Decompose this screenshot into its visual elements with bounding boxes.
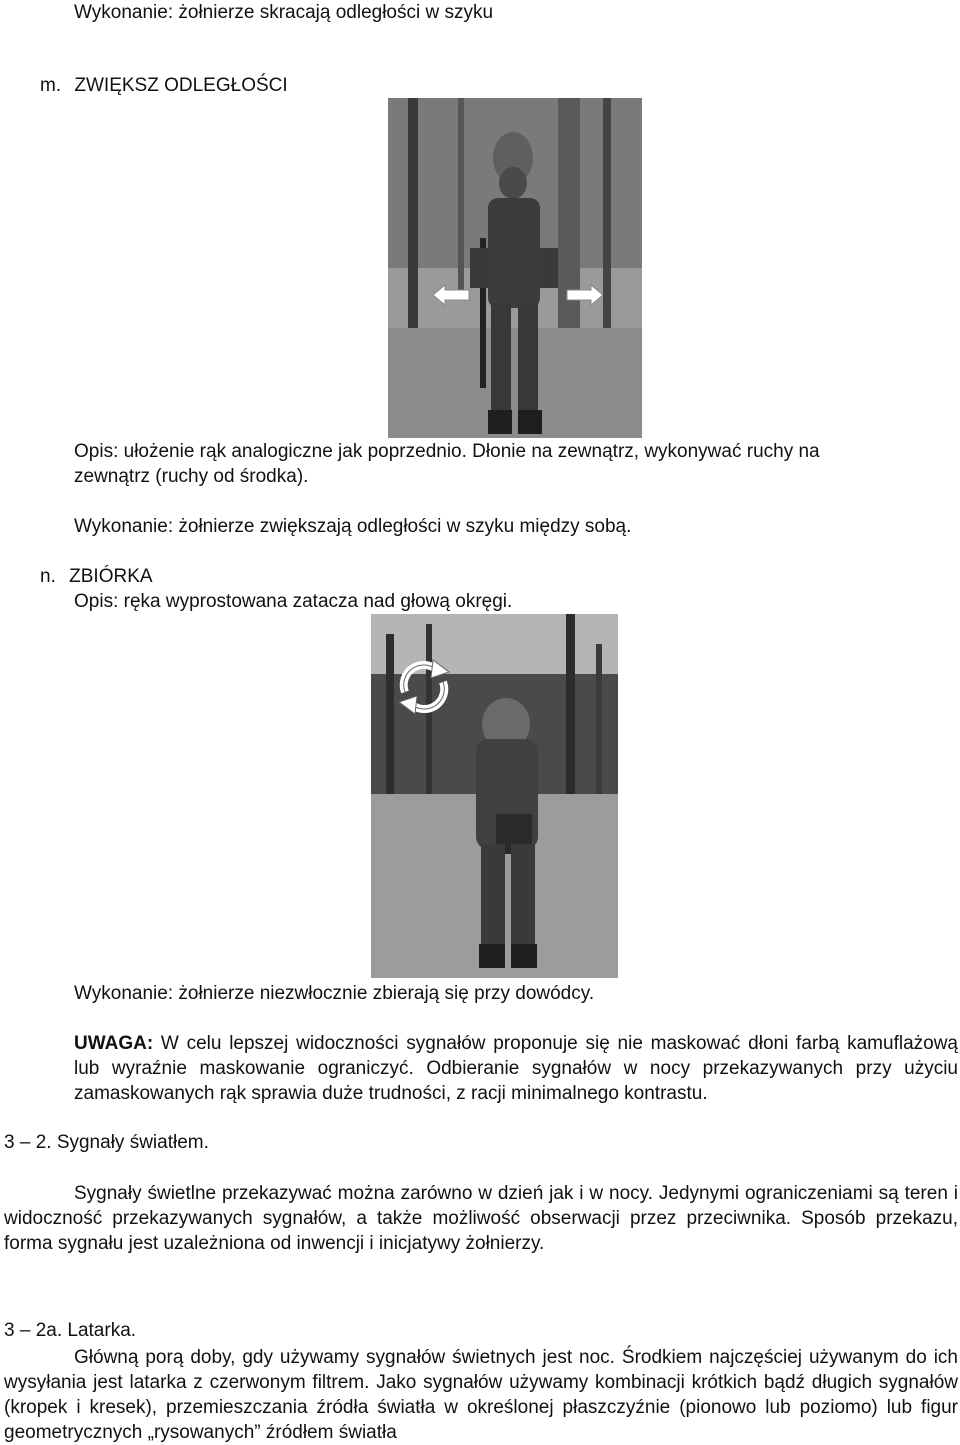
rotate-circle-icon (393, 658, 455, 716)
heading-3-2a: 3 – 2a. Latarka. (4, 1320, 137, 1341)
wykonanie-n: Wykonanie: żołnierze niezwłocznie zbierają się przy dowódcy. (74, 983, 595, 1004)
wykonanie-m: Wykonanie: żołnierze zwiększają odległości w szyku między sobą. (74, 516, 632, 537)
paragraph-3-2a: Główną porą doby, gdy używamy sygnałów świetnych jest noc. Środkiem najczęściej używanym do ich wysyłania jest latarka z czerwonym filtrem. Jako sygnałów używamy kombinacji krótkich bądź długich sygnałów (kropek i kresek), przemieszczania źródła światła w określonej płaszczyźnie (pionowo lub poziomo) lub figur geometrycznych „rysowanych” źródłem światła (4, 1347, 958, 1443)
uwaga-paragraph (74, 1031, 958, 1106)
photo-soldier-gathering (371, 614, 618, 978)
uwaga-text: W celu lepszej widoczności sygnałów proponuje się nie maskować dłoni farbą kamuflażową lub wyraźnie maskowanie ograniczyć. Odbieranie sygnałów w nocy przekazywanych przy użyciu zamaskowanych rąk sprawia duże trudności, z racji minimalnego kontrastu. (74, 1033, 958, 1104)
top-line: Wykonanie: żołnierze skracają odległości w szyku (74, 2, 494, 23)
opis-m-line1: Opis: ułożenie rąk analogiczne jak poprzednio. Dłonie na zewnątrz, wykonywać ruchy na (74, 441, 820, 462)
photo-soldier-increase-distance (388, 98, 642, 438)
section-m-marker: m. (40, 75, 62, 96)
opis-n: Opis: ręka wyprostowana zatacza nad głową okręgi. (74, 591, 513, 612)
heading-3-2: 3 – 2. Sygnały światłem. (4, 1132, 209, 1153)
arrows-outward-icon (433, 284, 603, 306)
uwaga-label: UWAGA: (74, 1033, 154, 1054)
section-n-title: ZBIÓRKA (69, 566, 153, 587)
section-n-marker: n. (40, 566, 56, 587)
section-m-heading (40, 75, 288, 97)
section-n-heading (40, 566, 153, 588)
paragraph-3-2: Sygnały świetlne przekazywać można zarówno w dzień jak i w nocy. Jedynymi ograniczeniami są teren i widoczność przekazywanych sygnałów, a także możliwość obserwacji przez przeciwnika. Sposób przekazu, forma sygnału jest uzależniona od inwencji i inicjatywy żołnierzy. (4, 1183, 958, 1254)
opis-m-line2: zewnątrz (ruchy od środka). (74, 466, 309, 487)
section-m-title: ZWIĘKSZ ODLEGŁOŚCI (74, 75, 288, 96)
